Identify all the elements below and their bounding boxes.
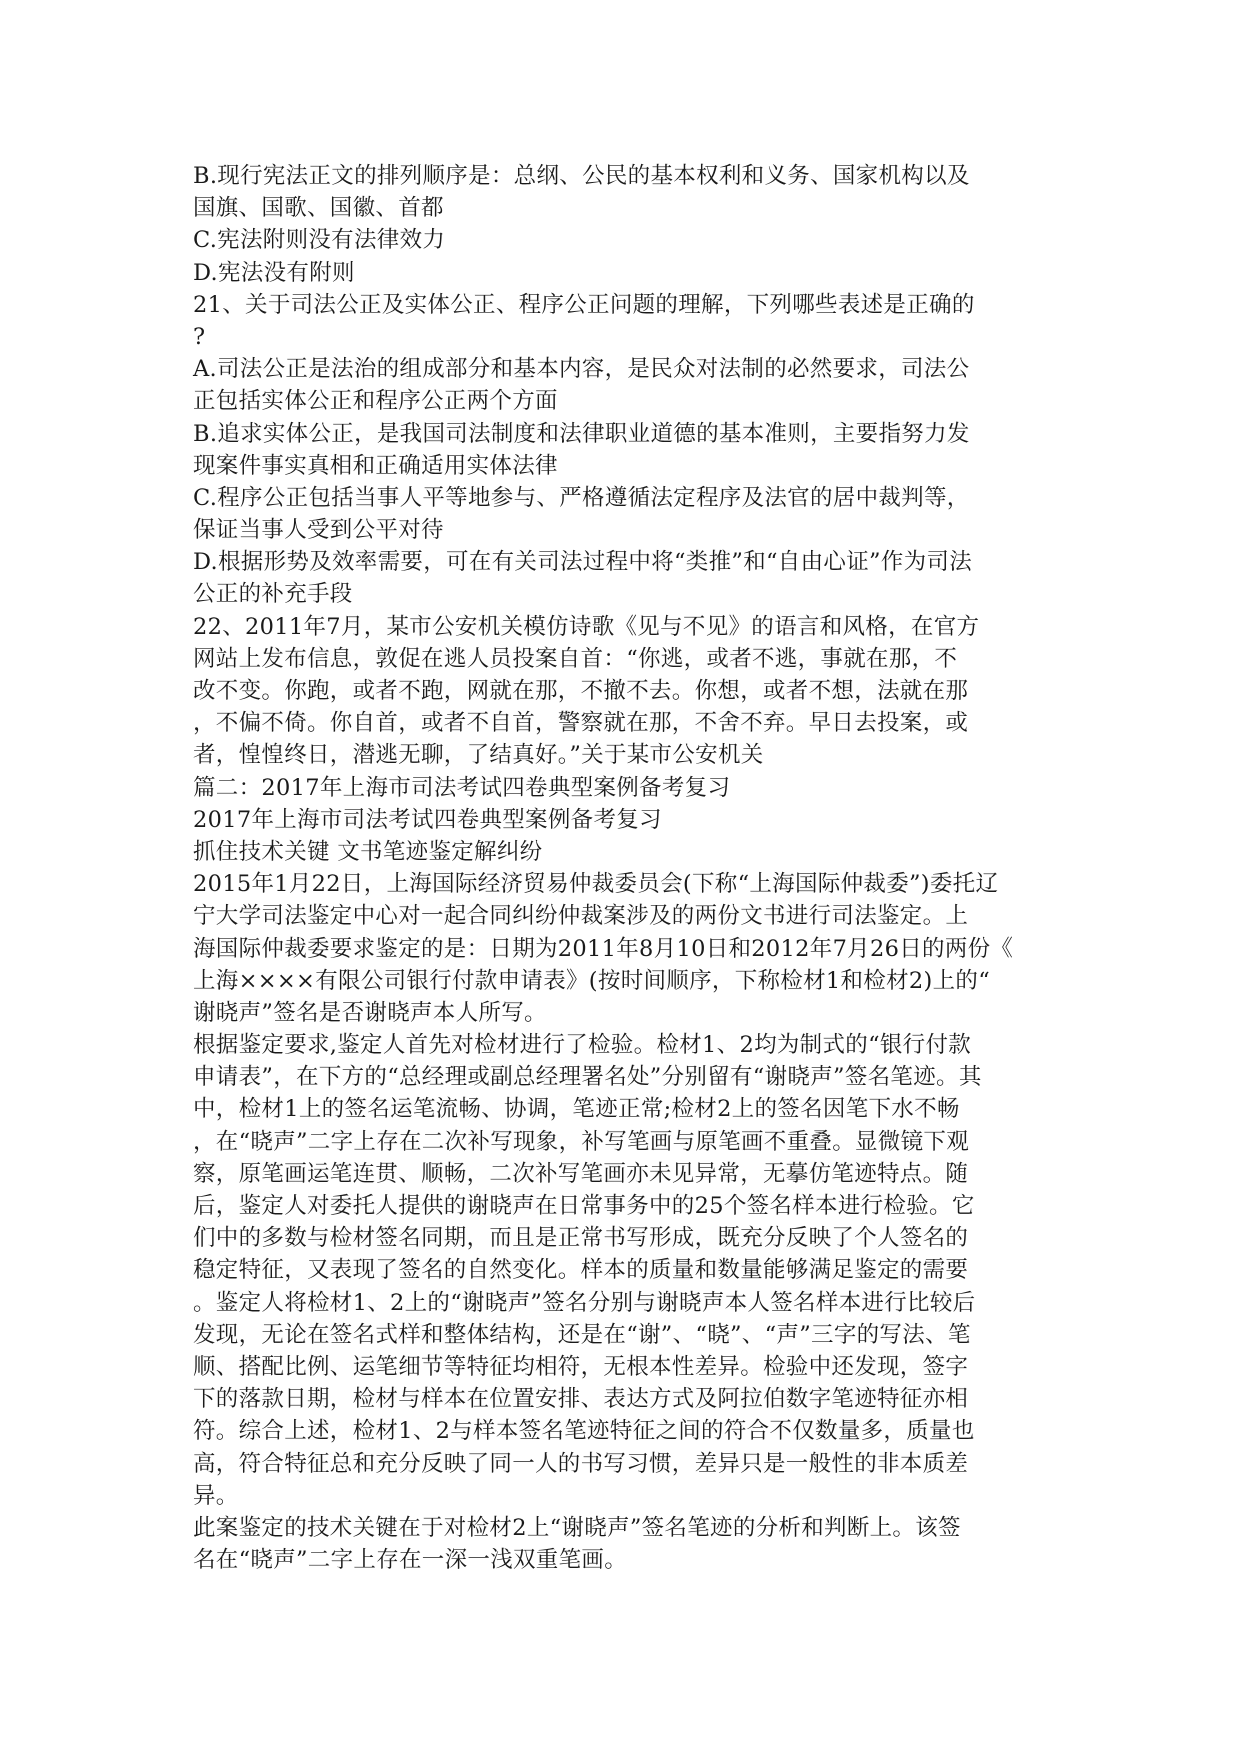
text-line: 网站上发布信息，敦促在逃人员投案自首：“你逃，或者不逃，事就在那，不 <box>193 645 958 672</box>
text-line: 22、2011年7月，某市公安机关模仿诗歌《见与不见》的语言和风格，在官方 <box>193 613 980 640</box>
text-line: 下的落款日期，检材与样本在位置安排、表达方式及阿拉伯数字笔迹特征亦相 <box>193 1386 969 1413</box>
text-line: ? <box>193 323 206 350</box>
section-heading: 篇二：2017年上海市司法考试四卷典型案例备考复习 <box>193 774 731 801</box>
text-line: 2015年1月22日，上海国际经济贸易仲裁委员会(下称“上海国际仲裁委”)委托辽 <box>193 871 999 898</box>
text-line: 异。 <box>193 1482 239 1509</box>
text-line: C.程序公正包括当事人平等地参与、严格遵循法定程序及法官的居中裁判等， <box>193 484 970 511</box>
text-line: B.追求实体公正，是我国司法制度和法律职业道德的基本准则，主要指努力发 <box>193 420 970 447</box>
text-line: 发现，无论在签名式样和整体结构，还是在“谢”、“晓”、“声”三字的写法、笔 <box>193 1321 971 1348</box>
text-line: 名在“晓声”二字上存在一深一浅双重笔画。 <box>193 1547 628 1574</box>
text-line: 高，符合特征总和充分反映了同一人的书写习惯，差异只是一般性的非本质差 <box>193 1450 969 1477</box>
text-line: 察，原笔画运笔连贯、顺畅，二次补写笔画亦未见异常，无摹仿笔迹特点。随 <box>193 1160 969 1187</box>
text-line: 稳定特征，又表现了签名的自然变化。样本的质量和数量能够满足鉴定的需要 <box>193 1257 969 1284</box>
text-line: 顺、搭配比例、运笔细节等特征均相符，无根本性差异。检验中还发现，签字 <box>193 1353 969 1380</box>
text-line: ，在“晓声”二字上存在二次补写现象，补写笔画与原笔画不重叠。显微镜下观 <box>193 1128 970 1155</box>
text-line: 宁大学司法鉴定中心对一起合同纠纷仲裁案涉及的两份文书进行司法鉴定。上 <box>193 903 969 930</box>
article-title: 抓住技术关键 文书笔迹鉴定解纠纷 <box>193 838 543 865</box>
text-line: 。鉴定人将检材1、2上的“谢晓声”签名分别与谢晓声本人签名样本进行比较后 <box>193 1289 976 1316</box>
text-line: C.宪法附则没有法律效力 <box>193 227 446 254</box>
text-line: 海国际仲裁委要求鉴定的是：日期为2011年8月10日和2012年7月26日的两份《 <box>193 935 1014 962</box>
text-line: 正包括实体公正和程序公正两个方面 <box>193 388 558 415</box>
text-line: 国旗、国歌、国徽、首都 <box>193 195 444 222</box>
text-line: D.宪法没有附则 <box>193 259 355 286</box>
text-line: 此案鉴定的技术关键在于对检材2上“谢晓声”签名笔迹的分析和判断上。该签 <box>193 1514 961 1541</box>
text-line: A.司法公正是法治的组成部分和基本内容，是民众对法制的必然要求，司法公 <box>193 356 970 383</box>
text-line: 21、关于司法公正及实体公正、程序公正问题的理解，下列哪些表述是正确的 <box>193 291 975 318</box>
text-line: 申请表”，在下方的“总经理或副总经理署名处”分别留有“谢晓声”签名笔迹。其 <box>193 1064 982 1091</box>
text-line: ，不偏不倚。你自首，或者不自首，警察就在那，不舍不弃。早日去投案，或 <box>193 710 969 737</box>
text-line: D.根据形势及效率需要，可在有关司法过程中将“类推”和“自由心证”作为司法 <box>193 549 973 576</box>
text-line: 符。综合上述，检材1、2与样本签名笔迹特征之间的符合不仅数量多，质量也 <box>193 1418 975 1445</box>
text-line: 们中的多数与检材签名同期，而且是正常书写形成，既充分反映了个人签名的 <box>193 1225 969 1252</box>
text-line: 根据鉴定要求,鉴定人首先对检材进行了检验。检材1、2均为制式的“银行付款 <box>193 1032 972 1059</box>
text-line: 保证当事人受到公平对待 <box>193 517 444 544</box>
text-line: 后，鉴定人对委托人提供的谢晓声在日常事务中的25个签名样本进行检验。它 <box>193 1193 975 1219</box>
text-line: 者，惶惶终日，潜逃无聊，了结真好。”关于某市公安机关 <box>193 742 764 769</box>
section-title: 2017年上海市司法考试四卷典型案例备考复习 <box>193 806 662 833</box>
text-line: 谢晓声”签名是否谢晓声本人所写。 <box>193 999 547 1026</box>
document-body <box>193 160 1051 1576</box>
text-line: 中，检材1上的签名运笔流畅、协调，笔迹正常;检材2上的签名因笔下水不畅 <box>193 1096 960 1123</box>
text-line: 公正的补充手段 <box>193 581 353 608</box>
text-line: 改不变。你跑，或者不跑，网就在那，不撤不去。你想，或者不想，法就在那 <box>193 678 969 704</box>
text-line: B.现行宪法正文的排列顺序是：总纲、公民的基本权利和义务、国家机构以及 <box>193 163 970 189</box>
text-line: 上海××××有限公司银行付款申请表》(按时间顺序，下称检材1和检材2)上的“ <box>193 967 991 994</box>
text-line: 现案件事实真相和正确适用实体法律 <box>193 452 558 479</box>
